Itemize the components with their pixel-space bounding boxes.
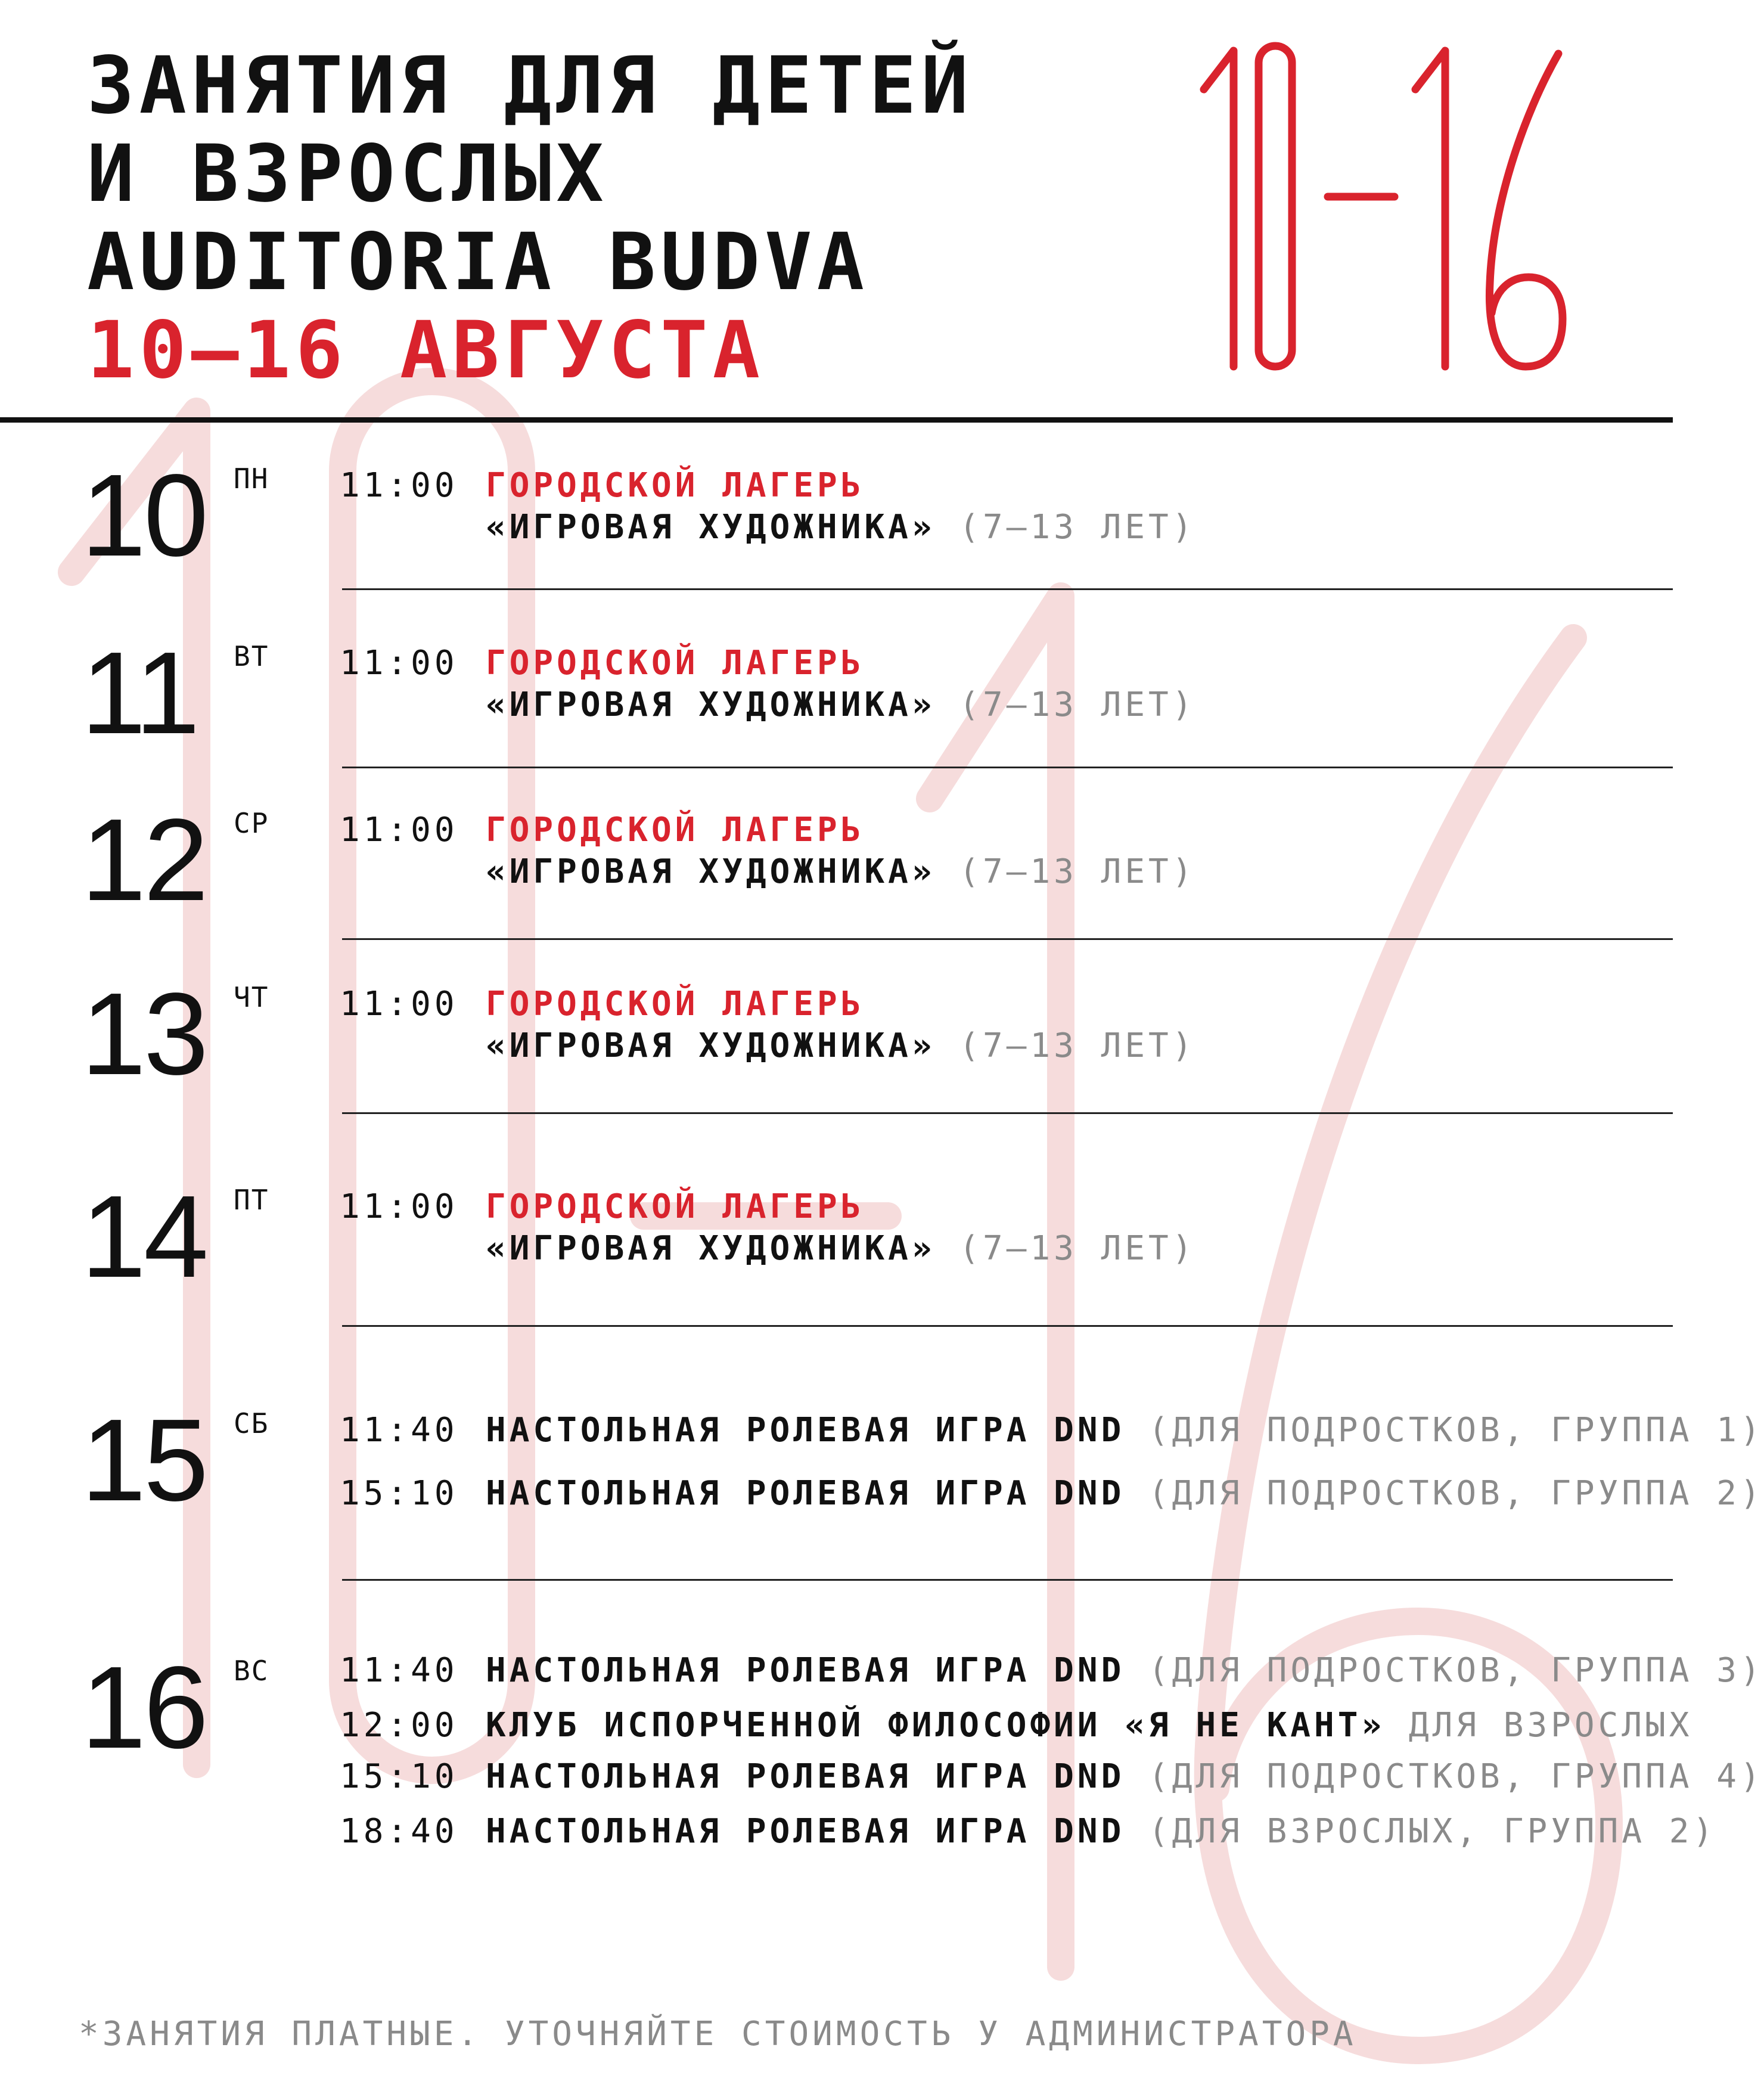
event-time: 15:10 xyxy=(340,1757,458,1796)
row-divider xyxy=(342,1325,1673,1327)
event-name: НАСТОЛЬНАЯ РОЛЕВАЯ ИГРА DND xyxy=(486,1651,1125,1690)
title-line-2: И ВЗРОСЛЫХ xyxy=(87,128,608,220)
day-number: 16 xyxy=(81,1642,207,1773)
event-time: 12:00 xyxy=(340,1706,458,1745)
event-name: КЛУБ ИСПОРЧЕННОЙ ФИЛОСОФИИ «Я НЕ КАНТ» xyxy=(486,1706,1386,1745)
event-time: 11:40 xyxy=(340,1411,458,1450)
day-of-week: ВС xyxy=(234,1655,269,1687)
event-note: (7–13 ЛЕТ) xyxy=(959,685,1196,724)
day-of-week: ВТ xyxy=(234,640,269,672)
event-note: (7–13 ЛЕТ) xyxy=(959,508,1196,547)
day-of-week: ПТ xyxy=(234,1184,269,1216)
event-name: НАСТОЛЬНАЯ РОЛЕВАЯ ИГРА DND xyxy=(486,1757,1125,1796)
event-note: (ДЛЯ ПОДРОСТКОВ, ГРУППА 2) xyxy=(1148,1474,1764,1513)
day-number: 15 xyxy=(81,1395,207,1525)
event-note: (ДЛЯ ПОДРОСТКОВ, ГРУППА 3) xyxy=(1148,1651,1764,1690)
event-note: (7–13 ЛЕТ) xyxy=(959,852,1196,891)
day-of-week: СБ xyxy=(234,1407,269,1439)
footnote: *ЗАНЯТИЯ ПЛАТНЫЕ. УТОЧНЯЙТЕ СТОИМОСТЬ У АДМИНИСТРАТОРА xyxy=(79,2015,1357,2053)
title-line-3: AUDITORIA BUDVA xyxy=(87,216,869,308)
page-title xyxy=(87,42,973,395)
row-divider xyxy=(342,767,1673,768)
event-name: НАСТОЛЬНАЯ РОЛЕВАЯ ИГРА DND xyxy=(486,1411,1125,1450)
title-line-1: ЗАНЯТИЯ ДЛЯ ДЕТЕЙ xyxy=(87,40,974,132)
event-name: НАСТОЛЬНАЯ РОЛЕВАЯ ИГРА DND xyxy=(486,1474,1125,1513)
day-of-week: СР xyxy=(234,807,269,839)
event-title: ГОРОДСКОЙ ЛАГЕРЬ xyxy=(486,811,865,849)
event-name: «ИГРОВАЯ ХУДОЖНИКА» xyxy=(486,508,936,547)
event-time: 11:00 xyxy=(340,1187,458,1226)
day-of-week: ПН xyxy=(234,463,269,495)
event-time: 11:00 xyxy=(340,466,458,505)
event-title: ГОРОДСКОЙ ЛАГЕРЬ xyxy=(486,466,865,505)
event-title: ГОРОДСКОЙ ЛАГЕРЬ xyxy=(486,644,865,682)
event-title: ГОРОДСКОЙ ЛАГЕРЬ xyxy=(486,1187,865,1226)
event-time: 11:40 xyxy=(340,1651,458,1690)
big-date-range-graphic xyxy=(1192,33,1573,379)
event-time: 11:00 xyxy=(340,644,458,682)
header-divider xyxy=(0,417,1673,423)
event-title: ГОРОДСКОЙ ЛАГЕРЬ xyxy=(486,985,865,1023)
day-number: 11 xyxy=(81,628,198,758)
event-time: 11:00 xyxy=(340,985,458,1023)
event-note: (7–13 ЛЕТ) xyxy=(959,1026,1196,1065)
event-note: (ДЛЯ ВЗРОСЛЫХ, ГРУППА 2) xyxy=(1148,1812,1717,1851)
row-divider xyxy=(342,938,1673,940)
row-divider xyxy=(342,1579,1673,1581)
event-time: 11:00 xyxy=(340,811,458,849)
event-name: «ИГРОВАЯ ХУДОЖНИКА» xyxy=(486,852,936,891)
event-note: ДЛЯ ВЗРОСЛЫХ xyxy=(1408,1706,1693,1745)
event-note: (ДЛЯ ПОДРОСТКОВ, ГРУППА 4) xyxy=(1148,1757,1764,1796)
event-note: (ДЛЯ ПОДРОСТКОВ, ГРУППА 1) xyxy=(1148,1411,1764,1450)
event-time: 18:40 xyxy=(340,1812,458,1851)
event-time: 15:10 xyxy=(340,1474,458,1513)
date-range-title: 10–16 АВГУСТА xyxy=(87,305,765,396)
day-number: 13 xyxy=(81,969,207,1099)
row-divider xyxy=(342,1112,1673,1114)
day-number: 12 xyxy=(81,795,207,925)
event-name: «ИГРОВАЯ ХУДОЖНИКА» xyxy=(486,1229,936,1268)
day-number: 14 xyxy=(81,1171,207,1302)
event-name: «ИГРОВАЯ ХУДОЖНИКА» xyxy=(486,1026,936,1065)
event-note: (7–13 ЛЕТ) xyxy=(959,1229,1196,1268)
event-name: «ИГРОВАЯ ХУДОЖНИКА» xyxy=(486,685,936,724)
event-name: НАСТОЛЬНАЯ РОЛЕВАЯ ИГРА DND xyxy=(486,1812,1125,1851)
day-of-week: ЧТ xyxy=(234,981,269,1013)
day-number: 10 xyxy=(81,450,207,581)
row-divider xyxy=(342,588,1673,590)
